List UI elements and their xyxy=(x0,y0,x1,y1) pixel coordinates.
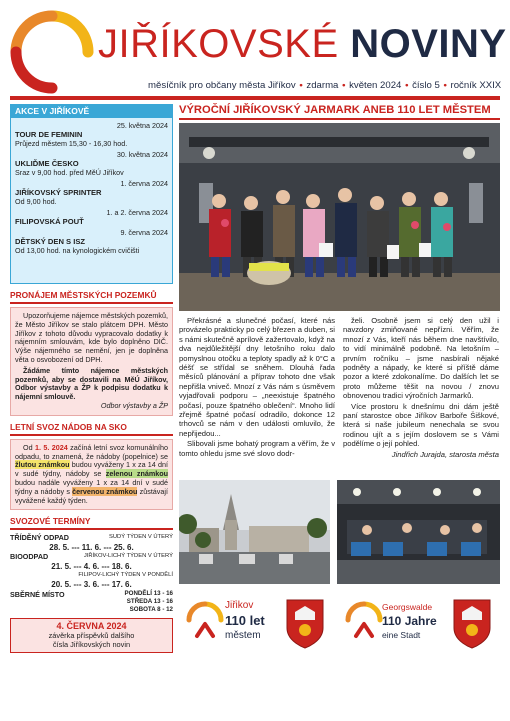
lease-heading: PRONÁJEM MĚSTSKÝCH POZEMKŮ xyxy=(10,290,173,304)
title-part-1: JIŘÍKOVSKÉ xyxy=(98,22,339,66)
stage-photo-illustration xyxy=(179,123,500,311)
town-square-illustration xyxy=(179,480,330,584)
anniversary-badges xyxy=(179,596,500,666)
lease-notice: Upozorňujeme nájemce městských pozemků, že Město Jiříkov se stalo plátcem DPH. Město Jiříkov z tohoto důvodu vypracovalo dodatky k nájemním smlouvám, kde bylo doplněno DIČ. Výše nájemného se nemění, jen je doplněna věta o osvobození od DPH. Žádáme tímto nájemce městských pozemků, aby se dostavili na MěÚ Jiříkov, Odbor výstavby a ŽP k podpisu dodatku k nájemní smlouvě. Odbor výstavby a ŽP xyxy=(10,307,173,416)
article-author: Jindřich Jurajda, starosta města xyxy=(391,449,499,459)
article-column-2: želi. Osobně jsem si celý den užil i navzdory zmiňované nepřízni. Věřím, že mnozí z Vás, kteří nás během dne navštívilo, to vidí minimálně podobně. Na letošním – prvním ročníku – jsme nasbírali nějaké podněty a nápady, ke které si příště dáme pozor a které zdokonalíme. Do dalších let se proto můžeme těšit na novou / znovu obnovenou tradici výročních Jarmarků. Více prostoru k dnešnímu dni dám ještě paní starostce obce Jiříkov Barboře Šiškové, která si naše jubileum nenechala se svou rodinou ujít a s jejím doslovem se s Vámi podělíme o její pohled. Jindřich Jurajda, starosta města xyxy=(343,316,499,459)
anniversary-logo-icon xyxy=(344,600,384,644)
article-heading: VÝROČNÍ JIŘÍKOVSKÝ JARMARK ANEB 110 LET MĚSTEM xyxy=(179,104,500,120)
collection-point-row: SBĚRNÉ MÍSTO PONDĚLÍ 13 - 16 STŘEDA 13 - 16 SOBOTA 8 - 12 xyxy=(10,589,173,614)
events-heading: AKCE V JIŘÍKOVĚ xyxy=(11,105,172,118)
anniversary-badge-de: Georgswalde 110 Jahre eine Stadt xyxy=(344,596,499,666)
collection-row: TŘÍDĚNÝ ODPAD SUDÝ TÝDEN V ÚTERÝ xyxy=(10,533,173,543)
deadline-box: 4. ČERVNA 2024 závěrka příspěvků dalšího čísla Jiříkovských novin xyxy=(10,618,173,653)
band-stage-illustration xyxy=(337,480,500,584)
title-part-2: NOVINY xyxy=(350,22,507,66)
event-item: 25. května 2024 TOUR DE FEMININ Průjezd městem 15,30 - 16,30 hod. xyxy=(15,121,168,148)
stage-band-photo xyxy=(337,480,500,584)
collection-dates: TŘÍDĚNÝ ODPAD SUDÝ TÝDEN V ÚTERÝ 28. 5. --- 11. 6. --- 25. 6. BIOODPAD JIŘÍKOV-LICHÝ TÝDEN V ÚTERÝ 21. 5. --- 4. 6. --- 18. 6. FILIPOV-LICHÝ TÝDEN V PONDĚLÍ 20. 5. --- 3. 6. --- 17. 6. SBĚRNÉ MÍSTO PONDĚLÍ 13 - 16 STŘEDA 13 - 16 SOBOTA 8 - 12 xyxy=(10,533,173,614)
coat-of-arms-icon xyxy=(285,598,325,650)
left-column xyxy=(10,104,173,653)
article-column-1: Překrásné a slunečné počasí, které nás provázelo prakticky po celý březen a duben, si s námi skutečně aprílově zažertovalo, když na dva nejdůležitější dny letošního roku dalo pomyslnou otočku a teploty spadly až k 0°C a déšť se střídal se sněhem. Dlouhá řada měsíců plánování a příprav tohoto dne však nepřišla vniveč. Mnozí z Vás nám s úsměvem vyjadřovali podporu – „neexistuje špatného počasí, pouze špatného oblečení“. Mnoho lidí zřejmě špatné počasí odradilo, dokonce 12 trhovců se nám v den události omluvilo, že nepřijedou... Slibovali jsme bohatý program a věřím, že v tomto ohledu jsme své slovo dodr- xyxy=(179,316,335,458)
subline-item: zdarma xyxy=(306,80,339,91)
market-stage-photo xyxy=(179,123,500,311)
town-square-photo xyxy=(179,480,330,584)
subline-item: květen 2024 xyxy=(349,80,402,91)
subline-item: číslo 5 xyxy=(412,80,440,91)
summer-collection-notice: Od 1. 5. 2024 začíná letní svoz komunálního odpadu, to znamená, že nádoby (popelnice) se žlutou známkou budou vyváženy 1 x za 14 dní v sudé týdny, nádoby se zelenou známkou budou nadále vyváženy 1 x za 14 dní v sudé týdny a nádoby s červenou známkou zůstávají vyvážené každý týden. xyxy=(10,439,173,511)
event-item: 9. června 2024 DĚTSKÝ DEN S ISZ Od 13,00 hod. na kynologickém cvičišti xyxy=(15,228,168,255)
coat-of-arms-icon xyxy=(452,598,492,650)
summer-collection-heading: LETNÍ SVOZ NÁDOB NA SKO xyxy=(10,422,173,436)
event-item: 1. a 2. června 2024 FILIPOVSKÁ POUŤ xyxy=(15,208,168,226)
main-article xyxy=(179,104,500,459)
article-body xyxy=(179,316,500,459)
anniversary-badge-cz: Jiřikov 110 let městem xyxy=(185,596,335,666)
photo-strip xyxy=(179,480,500,584)
event-item: 1. června 2024 JIŘÍKOVSKÝ SPRINTER Od 9,00 hod. xyxy=(15,179,168,206)
collection-dates-heading: SVOZOVÉ TERMÍNY xyxy=(10,516,173,530)
collection-row: BIOODPAD JIŘÍKOV-LICHÝ TÝDEN V ÚTERÝ xyxy=(10,552,173,562)
anniversary-logo-icon xyxy=(185,600,225,644)
masthead-divider xyxy=(10,96,500,100)
masthead xyxy=(0,0,510,102)
town-logo-icon xyxy=(10,10,94,94)
events-box xyxy=(10,104,173,284)
masthead-subline: měsíčník pro občany města Jiříkov • zdarma • květen 2024 • číslo 5 • ročník XXIX xyxy=(148,80,502,91)
subline-item: ročník XXIX xyxy=(450,80,502,91)
newspaper-title xyxy=(98,22,507,67)
subline-item: měsíčník pro občany města Jiříkov xyxy=(148,80,296,91)
event-item: 30. května 2024 UKLIĎME ČESKO Sraz v 9,00 hod. před MěÚ Jiříkov xyxy=(15,150,168,177)
